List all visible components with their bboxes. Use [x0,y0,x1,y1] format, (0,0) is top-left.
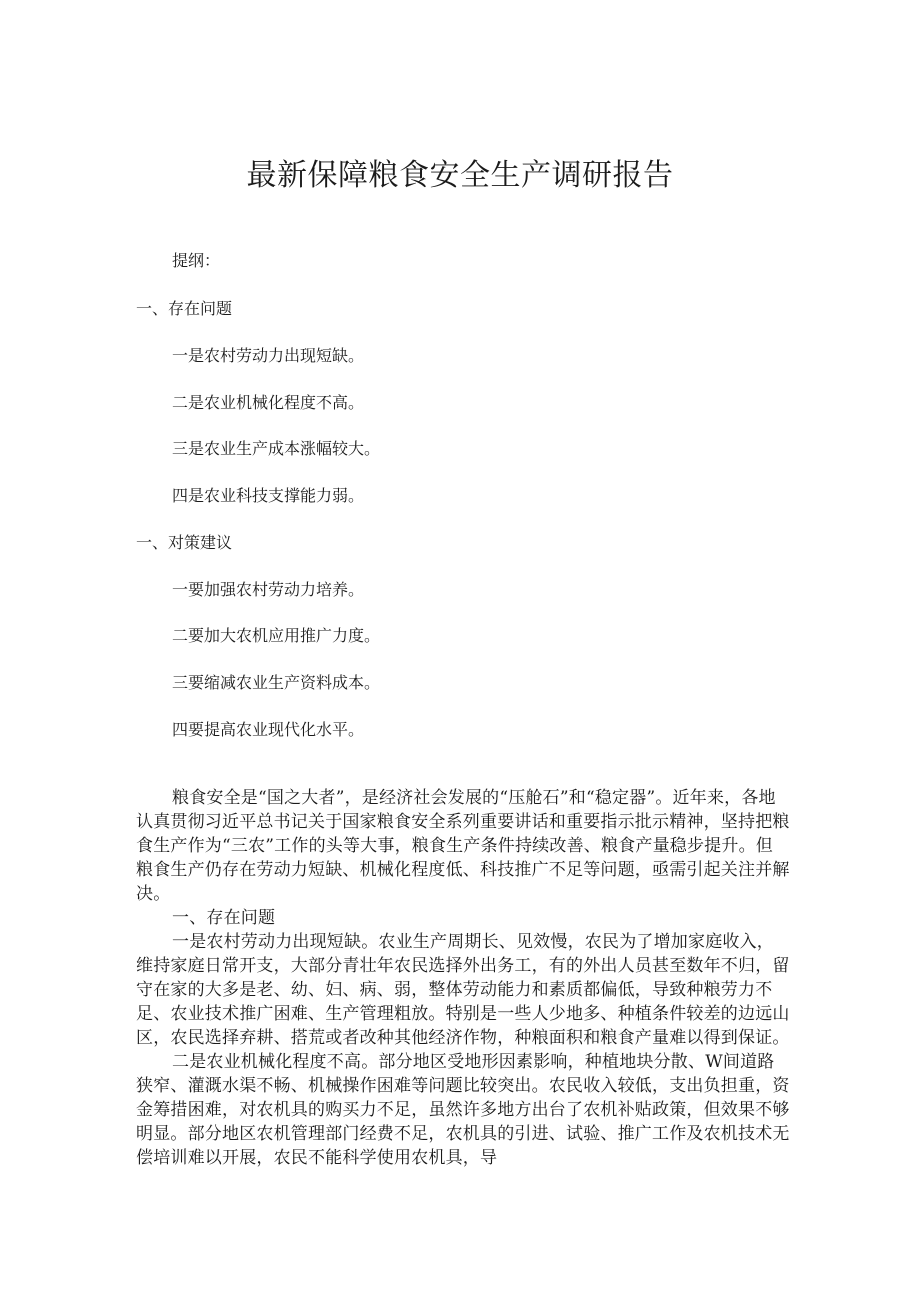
body-paragraph: 一是农村劳动力出现短缺。农业生产周期长、见效慢，农民为了增加家庭收入，维持家庭日常开支，大部分青壮年农民选择外出务工，有的外出人员甚至数年不归，留守在家的大多是老、幼、妇、病、弱，整体劳动能力和素质都偏低，导致种粮劳力不足、农业技术推广困难、生产管理粗放。特别是一些人少地多、种植条件较差的边远山区，农民选择弃耕、搭荒或者改种其他经济作物，种粮面积和粮食产量难以得到保证。 [136,932,790,1048]
outline-item: 二是农业机械化程度不高。 [172,393,365,412]
outline-section1-heading: 一、存在问题 [136,299,233,318]
body-paragraph: 二是农业机械化程度不高。部分地区受地形因素影响，种植地块分散、W间道路狭窄、灌溉水渠不畅、机械操作困难等问题比较突出。农民收入较低，支出负担重，资金筹措困难，对农机具的购买力不足，虽然许多地方出台了农机补贴政策，但效果不够明显。部分地区农机管理部门经费不足，农机具的引进、试验、推广工作及农机技术无偿培训难以开展，农民不能科学使用农机具，导 [136,1052,790,1168]
outline-item: 二要加大农机应用推广力度。 [172,626,381,645]
outline-item: 三是农业生产成本涨幅较大。 [172,439,381,458]
outline-label: 提纲： [172,251,221,270]
document-body [136,786,790,1170]
section-heading: 一、存在问题 [172,908,276,928]
intro-paragraph: 粮食安全是“国之大者”，是经济社会发展的“压舱石”和“稳定器”。近年来，各地认真贯彻习近平总书记关于国家粮食安全系列重要讲话和重要指示批示精神，坚持把粮食生产作为“三农”工作的头等大事，粮食生产条件持续改善、粮食产量稳步提升。但粮食生产仍存在劳动力短缺、机械化程度低、科技推广不足等问题，亟需引起关注并解决。 [136,788,790,904]
outline-item: 三要缩减农业生产资料成本。 [172,673,381,692]
outline-section2-heading: 一、对策建议 [136,533,233,552]
outline-item: 四要提高农业现代化水平。 [172,720,365,739]
outline-item: 一要加强农村劳动力培养。 [172,580,365,599]
outline-item: 四是农业科技支撑能力弱。 [172,486,365,505]
document-title: 最新保障粮食安全生产调研报告 [246,158,674,193]
outline-item: 一是农村劳动力出现短缺。 [172,346,365,365]
